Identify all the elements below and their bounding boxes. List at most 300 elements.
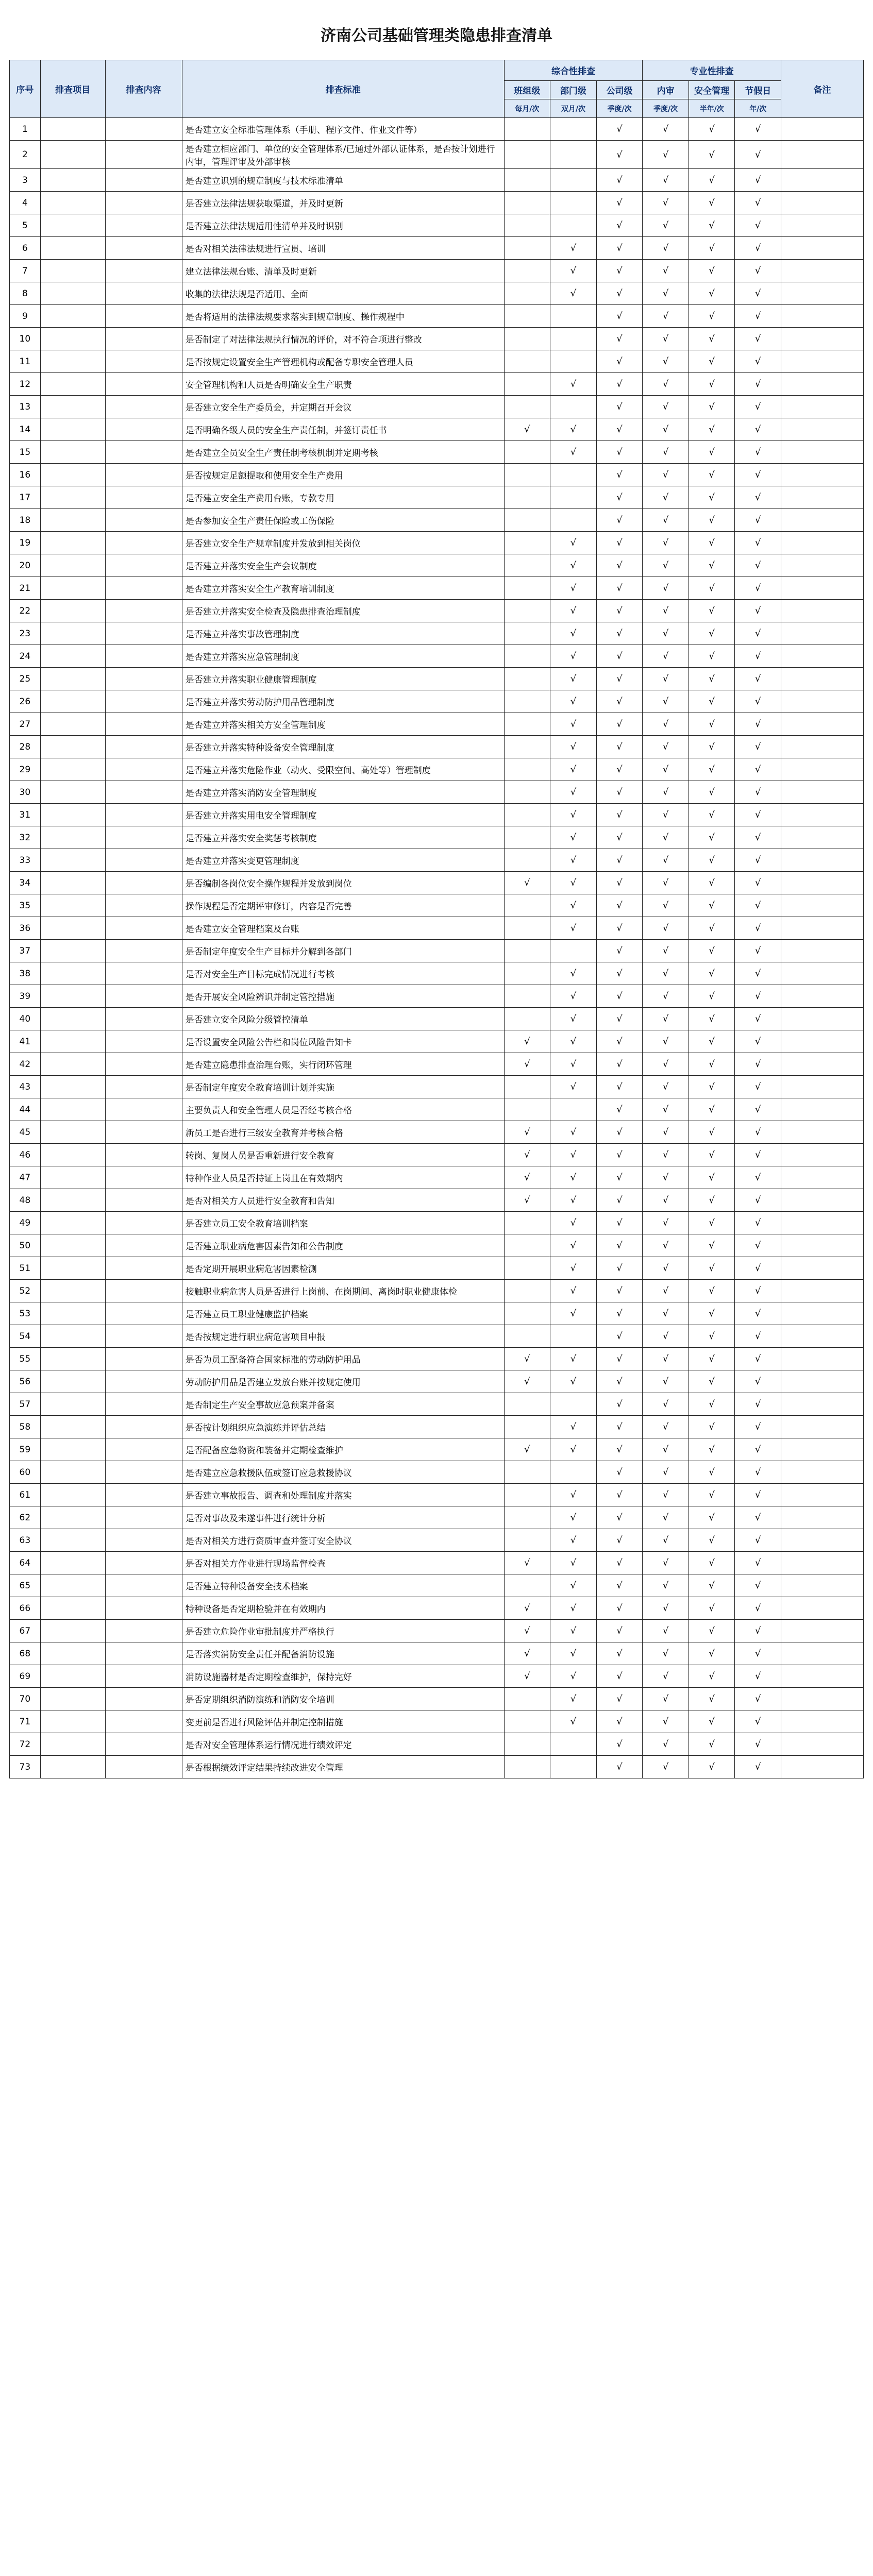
- check-mark-cell: √: [643, 350, 689, 373]
- check-mark-cell: √: [643, 781, 689, 804]
- check-mark-cell: √: [596, 305, 643, 328]
- check-mark-cell: √: [689, 849, 735, 872]
- remark-cell: [781, 1098, 864, 1121]
- remark-cell: [781, 577, 864, 600]
- subcategory-cell: [105, 1597, 182, 1620]
- check-mark-cell: √: [735, 758, 781, 781]
- check-mark-cell: √: [596, 554, 643, 577]
- subcategory-cell: [105, 1438, 182, 1461]
- check-mark-cell: √: [596, 1030, 643, 1053]
- standard-cell: 是否按规定足额提取和使用安全生产费用: [182, 464, 504, 486]
- check-mark-cell: √: [504, 1370, 550, 1393]
- row-number: 36: [10, 917, 41, 940]
- row-number: 63: [10, 1529, 41, 1552]
- table-row: [10, 118, 864, 141]
- category-cell: [40, 1461, 105, 1484]
- subcategory-cell: [105, 1665, 182, 1688]
- table-row: [10, 1574, 864, 1597]
- check-mark-cell: √: [643, 486, 689, 509]
- remark-cell: [781, 554, 864, 577]
- standard-cell: 是否按规定进行职业病危害项目申报: [182, 1325, 504, 1348]
- check-mark-cell: √: [504, 1620, 550, 1642]
- table-row: [10, 464, 864, 486]
- category-cell: [40, 1597, 105, 1620]
- check-mark-cell: √: [735, 690, 781, 713]
- check-mark-cell: √: [596, 985, 643, 1008]
- remark-cell: [781, 418, 864, 441]
- check-mark-cell: √: [643, 894, 689, 917]
- category-cell: [40, 169, 105, 192]
- remark-cell: [781, 917, 864, 940]
- check-mark-cell: √: [643, 1076, 689, 1098]
- check-mark-cell: √: [689, 1144, 735, 1166]
- check-mark-cell: √: [596, 940, 643, 962]
- check-mark-cell: √: [596, 532, 643, 554]
- check-mark-cell: √: [735, 917, 781, 940]
- check-mark-cell: √: [550, 804, 597, 826]
- check-mark-cell: √: [550, 1302, 597, 1325]
- standard-cell: 是否建立员工安全教育培训档案: [182, 1212, 504, 1234]
- check-mark-cell: √: [689, 441, 735, 464]
- check-mark-cell: √: [689, 600, 735, 622]
- header-standard: 排查标准: [182, 60, 504, 118]
- check-mark-cell: √: [689, 1461, 735, 1484]
- check-mark-cell: √: [689, 1257, 735, 1280]
- check-mark-cell: [550, 396, 597, 418]
- check-mark-cell: √: [550, 1370, 597, 1393]
- category-cell: [40, 577, 105, 600]
- subcategory-cell: [105, 804, 182, 826]
- standard-cell: 是否建立职业病危害因素告知和公告制度: [182, 1234, 504, 1257]
- remark-cell: [781, 826, 864, 849]
- remark-cell: [781, 781, 864, 804]
- table-row: [10, 1189, 864, 1212]
- check-mark-cell: √: [735, 373, 781, 396]
- check-mark-cell: √: [735, 1166, 781, 1189]
- table-row: [10, 260, 864, 282]
- standard-cell: 变更前是否进行风险评估并制定控制措施: [182, 1710, 504, 1733]
- row-number: 55: [10, 1348, 41, 1370]
- check-mark-cell: √: [735, 260, 781, 282]
- check-mark-cell: √: [550, 849, 597, 872]
- table-row: [10, 1098, 864, 1121]
- check-mark-cell: √: [689, 894, 735, 917]
- check-mark-cell: √: [689, 622, 735, 645]
- check-mark-cell: √: [689, 396, 735, 418]
- row-number: 12: [10, 373, 41, 396]
- check-mark-cell: √: [596, 486, 643, 509]
- category-cell: [40, 758, 105, 781]
- check-mark-cell: √: [596, 577, 643, 600]
- check-mark-cell: √: [689, 169, 735, 192]
- check-mark-cell: [504, 985, 550, 1008]
- subcategory-cell: [105, 1620, 182, 1642]
- standard-cell: 是否对安全生产目标完成情况进行考核: [182, 962, 504, 985]
- check-mark-cell: √: [643, 872, 689, 894]
- subcategory-cell: [105, 713, 182, 736]
- check-mark-cell: √: [689, 305, 735, 328]
- table-row: [10, 940, 864, 962]
- standard-cell: 操作规程是否定期评审修订，内容是否完善: [182, 894, 504, 917]
- check-mark-cell: √: [689, 328, 735, 350]
- check-mark-cell: √: [735, 1461, 781, 1484]
- check-mark-cell: √: [643, 849, 689, 872]
- check-mark-cell: [504, 1325, 550, 1348]
- standard-cell: 是否建立并落实用电安全管理制度: [182, 804, 504, 826]
- category-cell: [40, 668, 105, 690]
- row-number: 35: [10, 894, 41, 917]
- row-number: 13: [10, 396, 41, 418]
- check-mark-cell: √: [596, 1506, 643, 1529]
- check-mark-cell: √: [643, 1484, 689, 1506]
- check-mark-cell: √: [596, 758, 643, 781]
- check-mark-cell: [504, 214, 550, 237]
- check-mark-cell: √: [596, 1574, 643, 1597]
- table-row: [10, 804, 864, 826]
- check-mark-cell: [504, 1098, 550, 1121]
- check-mark-cell: √: [596, 373, 643, 396]
- row-number: 44: [10, 1098, 41, 1121]
- check-mark-cell: √: [550, 826, 597, 849]
- check-mark-cell: √: [596, 1665, 643, 1688]
- check-mark-cell: √: [735, 1030, 781, 1053]
- check-mark-cell: √: [689, 1280, 735, 1302]
- check-mark-cell: √: [643, 1688, 689, 1710]
- check-mark-cell: √: [643, 441, 689, 464]
- check-mark-cell: √: [550, 441, 597, 464]
- row-number: 20: [10, 554, 41, 577]
- check-mark-cell: √: [735, 1325, 781, 1348]
- check-mark-cell: √: [689, 1642, 735, 1665]
- check-mark-cell: √: [689, 1597, 735, 1620]
- check-mark-cell: √: [689, 577, 735, 600]
- check-mark-cell: √: [643, 1257, 689, 1280]
- check-mark-cell: √: [643, 169, 689, 192]
- category-cell: [40, 282, 105, 305]
- remark-cell: [781, 1280, 864, 1302]
- remark-cell: [781, 758, 864, 781]
- remark-cell: [781, 1416, 864, 1438]
- check-mark-cell: √: [735, 486, 781, 509]
- check-mark-cell: √: [596, 1370, 643, 1393]
- standard-cell: 是否建立并落实安全奖惩考核制度: [182, 826, 504, 849]
- check-mark-cell: √: [689, 1166, 735, 1189]
- standard-cell: 是否建立应急救援队伍或签订应急救援协议: [182, 1461, 504, 1484]
- subcategory-cell: [105, 1574, 182, 1597]
- check-mark-cell: √: [735, 1098, 781, 1121]
- subcategory-cell: [105, 305, 182, 328]
- standard-cell: 安全管理机构和人员是否明确安全生产职责: [182, 373, 504, 396]
- check-mark-cell: √: [689, 118, 735, 141]
- standard-cell: 建立法律法规台账、清单及时更新: [182, 260, 504, 282]
- check-mark-cell: [504, 1393, 550, 1416]
- row-number: 3: [10, 169, 41, 192]
- subcategory-cell: [105, 192, 182, 214]
- standard-cell: 是否建立并落实相关方安全管理制度: [182, 713, 504, 736]
- check-mark-cell: √: [596, 1234, 643, 1257]
- subcategory-cell: [105, 260, 182, 282]
- standard-cell: 是否制定年度安全生产目标并分解到各部门: [182, 940, 504, 962]
- check-mark-cell: √: [689, 1189, 735, 1212]
- check-mark-cell: √: [596, 804, 643, 826]
- check-mark-cell: √: [596, 668, 643, 690]
- category-cell: [40, 826, 105, 849]
- standard-cell: 是否建立安全生产规章制度并发放到相关岗位: [182, 532, 504, 554]
- check-mark-cell: √: [689, 1416, 735, 1438]
- subcategory-cell: [105, 690, 182, 713]
- standard-cell: 是否制定生产安全事故应急预案并备案: [182, 1393, 504, 1416]
- check-mark-cell: √: [596, 1688, 643, 1710]
- check-mark-cell: √: [550, 758, 597, 781]
- standard-cell: 是否为员工配备符合国家标准的劳动防护用品: [182, 1348, 504, 1370]
- check-mark-cell: √: [643, 1302, 689, 1325]
- standard-cell: 是否建立全员安全生产责任制考核机制并定期考核: [182, 441, 504, 464]
- subcategory-cell: [105, 962, 182, 985]
- remark-cell: [781, 804, 864, 826]
- check-mark-cell: √: [550, 373, 597, 396]
- check-mark-cell: √: [550, 1620, 597, 1642]
- category-cell: [40, 532, 105, 554]
- check-mark-cell: √: [643, 1665, 689, 1688]
- check-mark-cell: √: [643, 1597, 689, 1620]
- row-number: 23: [10, 622, 41, 645]
- check-mark-cell: √: [689, 486, 735, 509]
- check-mark-cell: √: [735, 1370, 781, 1393]
- subcategory-cell: [105, 1484, 182, 1506]
- check-mark-cell: [504, 396, 550, 418]
- check-mark-cell: √: [550, 872, 597, 894]
- check-mark-cell: √: [689, 554, 735, 577]
- check-mark-cell: √: [596, 1642, 643, 1665]
- table-row: [10, 1280, 864, 1302]
- subcategory-cell: [105, 532, 182, 554]
- check-mark-cell: √: [550, 1166, 597, 1189]
- check-mark-cell: √: [735, 418, 781, 441]
- check-mark-cell: √: [735, 1393, 781, 1416]
- check-mark-cell: √: [689, 1756, 735, 1778]
- check-mark-cell: [504, 373, 550, 396]
- category-cell: [40, 214, 105, 237]
- check-mark-cell: √: [596, 713, 643, 736]
- standard-cell: 是否建立并落实变更管理制度: [182, 849, 504, 872]
- check-mark-cell: √: [596, 962, 643, 985]
- header-category: 排查项目: [40, 60, 105, 118]
- check-mark-cell: √: [643, 1212, 689, 1234]
- subcategory-cell: [105, 736, 182, 758]
- table-row: [10, 328, 864, 350]
- check-mark-cell: [504, 804, 550, 826]
- remark-cell: [781, 1053, 864, 1076]
- standard-cell: 是否制定了对法律法规执行情况的评价，对不符合项进行整改: [182, 328, 504, 350]
- check-mark-cell: √: [689, 1484, 735, 1506]
- check-mark-cell: √: [550, 532, 597, 554]
- standard-cell: 是否建立并落实劳动防护用品管理制度: [182, 690, 504, 713]
- check-mark-cell: √: [735, 192, 781, 214]
- row-number: 1: [10, 118, 41, 141]
- check-mark-cell: √: [643, 645, 689, 668]
- subcategory-cell: [105, 1053, 182, 1076]
- remark-cell: [781, 1710, 864, 1733]
- table-row: [10, 1597, 864, 1620]
- check-mark-cell: √: [643, 804, 689, 826]
- check-mark-cell: [504, 1574, 550, 1597]
- row-number: 40: [10, 1008, 41, 1030]
- row-number: 18: [10, 509, 41, 532]
- check-mark-cell: √: [550, 1506, 597, 1529]
- table-row: [10, 645, 864, 668]
- row-number: 68: [10, 1642, 41, 1665]
- check-mark-cell: √: [689, 940, 735, 962]
- category-cell: [40, 1234, 105, 1257]
- remark-cell: [781, 1189, 864, 1212]
- subcategory-cell: [105, 1325, 182, 1348]
- check-mark-cell: √: [689, 804, 735, 826]
- category-cell: [40, 1529, 105, 1552]
- table-row: [10, 1030, 864, 1053]
- check-mark-cell: [550, 118, 597, 141]
- table-row: [10, 509, 864, 532]
- check-mark-cell: √: [735, 804, 781, 826]
- check-mark-cell: √: [596, 169, 643, 192]
- check-mark-cell: √: [735, 781, 781, 804]
- standard-cell: 是否根据绩效评定结果持续改进安全管理: [182, 1756, 504, 1778]
- check-mark-cell: √: [550, 1280, 597, 1302]
- check-mark-cell: [504, 1076, 550, 1098]
- check-mark-cell: √: [550, 1529, 597, 1552]
- table-row: [10, 1302, 864, 1325]
- check-mark-cell: √: [643, 962, 689, 985]
- check-mark-cell: √: [643, 305, 689, 328]
- page-title: 济南公司基础管理类隐患排查清单: [321, 27, 552, 45]
- subcategory-cell: [105, 1348, 182, 1370]
- row-number: 70: [10, 1688, 41, 1710]
- check-mark-cell: √: [689, 282, 735, 305]
- row-number: 43: [10, 1076, 41, 1098]
- check-mark-cell: √: [550, 1076, 597, 1098]
- row-number: 22: [10, 600, 41, 622]
- subcategory-cell: [105, 1280, 182, 1302]
- remark-cell: [781, 350, 864, 373]
- check-mark-cell: √: [735, 509, 781, 532]
- table-row: [10, 350, 864, 373]
- remark-cell: [781, 486, 864, 509]
- subcategory-cell: [105, 1076, 182, 1098]
- table-row: [10, 962, 864, 985]
- category-cell: [40, 1665, 105, 1688]
- category-cell: [40, 985, 105, 1008]
- check-mark-cell: [504, 1234, 550, 1257]
- check-mark-cell: √: [735, 985, 781, 1008]
- standard-cell: 是否制定年度安全教育培训计划并实施: [182, 1076, 504, 1098]
- check-mark-cell: √: [643, 1144, 689, 1166]
- remark-cell: [781, 1484, 864, 1506]
- category-cell: [40, 962, 105, 985]
- check-mark-cell: [504, 713, 550, 736]
- check-mark-cell: √: [689, 1506, 735, 1529]
- remark-cell: [781, 1642, 864, 1665]
- check-mark-cell: √: [596, 872, 643, 894]
- table-row: [10, 237, 864, 260]
- subcategory-cell: [105, 214, 182, 237]
- header-frequency: 每月/次: [504, 99, 550, 118]
- check-mark-cell: √: [550, 1438, 597, 1461]
- table-row: [10, 1665, 864, 1688]
- standard-cell: 是否配备应急物资和装备并定期检查维护: [182, 1438, 504, 1461]
- check-mark-cell: √: [735, 237, 781, 260]
- check-mark-cell: √: [735, 1348, 781, 1370]
- check-mark-cell: √: [550, 1642, 597, 1665]
- row-number: 8: [10, 282, 41, 305]
- standard-cell: 是否落实消防安全责任并配备消防设施: [182, 1642, 504, 1665]
- standard-cell: 是否建立相应部门、单位的安全管理体系/已通过外部认证体系，是否按计划进行内审，管理评审及外部审核: [182, 141, 504, 169]
- check-mark-cell: [504, 1733, 550, 1756]
- check-mark-cell: √: [596, 1348, 643, 1370]
- check-mark-cell: √: [735, 1008, 781, 1030]
- row-number: 28: [10, 736, 41, 758]
- remark-cell: [781, 1121, 864, 1144]
- category-cell: [40, 464, 105, 486]
- check-mark-cell: [504, 577, 550, 600]
- check-mark-cell: √: [643, 690, 689, 713]
- row-number: 29: [10, 758, 41, 781]
- row-number: 32: [10, 826, 41, 849]
- check-mark-cell: √: [643, 1506, 689, 1529]
- check-mark-cell: √: [735, 1733, 781, 1756]
- check-mark-cell: √: [689, 1348, 735, 1370]
- check-mark-cell: √: [689, 1438, 735, 1461]
- subcategory-cell: [105, 1552, 182, 1574]
- check-mark-cell: √: [735, 1212, 781, 1234]
- row-number: 17: [10, 486, 41, 509]
- check-mark-cell: √: [643, 1348, 689, 1370]
- check-mark-cell: √: [689, 1574, 735, 1597]
- table-row: [10, 192, 864, 214]
- remark-cell: [781, 849, 864, 872]
- category-cell: [40, 1438, 105, 1461]
- standard-cell: 是否建立员工职业健康监护档案: [182, 1302, 504, 1325]
- check-mark-cell: √: [735, 940, 781, 962]
- check-mark-cell: √: [689, 962, 735, 985]
- check-mark-cell: √: [596, 1212, 643, 1234]
- check-mark-cell: [550, 464, 597, 486]
- category-cell: [40, 600, 105, 622]
- row-number: 31: [10, 804, 41, 826]
- check-mark-cell: [504, 1008, 550, 1030]
- subcategory-cell: [105, 441, 182, 464]
- check-mark-cell: √: [735, 1574, 781, 1597]
- table-row: [10, 1053, 864, 1076]
- category-cell: [40, 260, 105, 282]
- remark-cell: [781, 1212, 864, 1234]
- remark-cell: [781, 1574, 864, 1597]
- check-mark-cell: [504, 1484, 550, 1506]
- check-mark-cell: √: [596, 260, 643, 282]
- check-mark-cell: [504, 1710, 550, 1733]
- check-mark-cell: √: [643, 736, 689, 758]
- check-mark-cell: √: [689, 985, 735, 1008]
- remark-cell: [781, 668, 864, 690]
- remark-cell: [781, 1688, 864, 1710]
- standard-cell: 是否建立安全标准管理体系（手册、程序文件、作业文件等）: [182, 118, 504, 141]
- check-mark-cell: √: [550, 1257, 597, 1280]
- standard-cell: 是否明确各级人员的安全生产责任制，并签订责任书: [182, 418, 504, 441]
- subcategory-cell: [105, 396, 182, 418]
- table-row: [10, 622, 864, 645]
- check-mark-cell: √: [735, 1688, 781, 1710]
- row-number: 27: [10, 713, 41, 736]
- row-number: 62: [10, 1506, 41, 1529]
- header-frequency: 年/次: [735, 99, 781, 118]
